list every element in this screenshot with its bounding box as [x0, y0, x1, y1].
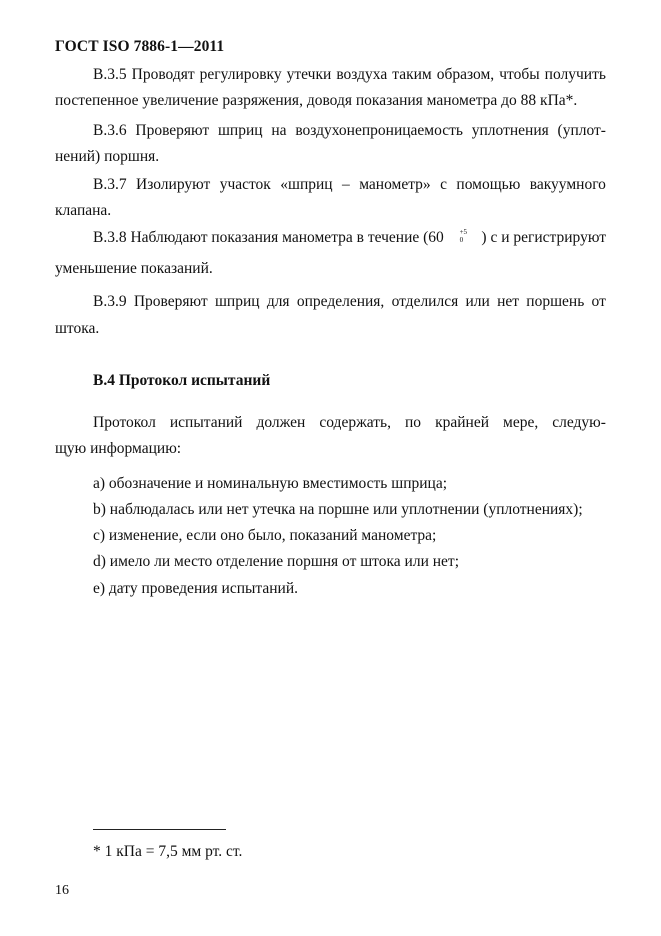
word: – [342, 176, 350, 193]
word: B.3.5 [93, 66, 127, 83]
paragraph-b36-text1 [93, 122, 606, 140]
word: по [405, 414, 422, 431]
list-item: d) имело ли место отделение поршня от штока или нет; [93, 553, 460, 570]
word: Проверяют [135, 122, 210, 139]
word: или [465, 293, 490, 310]
word: участок [219, 176, 271, 193]
footnote-separator [93, 829, 226, 830]
word: манометр» [359, 176, 431, 193]
paragraph-b36-line1 [93, 122, 606, 140]
protocol-intro-text1 [93, 414, 606, 432]
paragraph-b39-text1 [93, 293, 606, 311]
paragraph-b38-line1 [93, 229, 606, 247]
word: получить [544, 66, 606, 83]
word: нет [497, 293, 520, 310]
page-number: 16 [55, 883, 69, 898]
tolerance-mark [458, 229, 468, 243]
word: отделился [391, 293, 459, 310]
paragraph-b35-line1 [93, 66, 606, 84]
tolerance-lower: 0 [459, 236, 464, 244]
paragraph-b35-text1 [93, 66, 606, 84]
word: регулировку [199, 66, 282, 83]
word: Проверяют [133, 293, 208, 310]
paragraph-b37-line1 [93, 176, 606, 194]
paragraph-b39-line2: штока. [55, 320, 100, 337]
list-item: e) дату проведения испытаний. [93, 580, 299, 597]
word: помощью [456, 176, 521, 193]
word: от [591, 293, 606, 310]
paragraph-b35-line2: постепенное увеличение разряжения, доводя показания манометра до 88 кПа*. [55, 92, 578, 109]
word: таким [392, 66, 432, 83]
word: B.3.6 [93, 122, 127, 139]
word: мере, [503, 414, 539, 431]
paragraph-b36-line2: нений) поршня. [55, 148, 160, 165]
word: содержать, [319, 414, 391, 431]
tolerance-upper: +5 [459, 228, 468, 236]
word: воздухонепроницаемость [295, 122, 463, 139]
word: шприц [214, 293, 260, 310]
word: Протокол [93, 414, 156, 431]
word: (уплот- [557, 122, 606, 139]
word: Изолируют [136, 176, 211, 193]
word: определения, [296, 293, 385, 310]
word: с [440, 176, 447, 193]
word: следую- [552, 414, 606, 431]
protocol-intro-line1 [93, 414, 606, 432]
word: образом, [436, 66, 495, 83]
word: B.3.9 [93, 293, 127, 310]
word: для [266, 293, 290, 310]
word: воздуха [336, 66, 388, 83]
word: B.3.7 [93, 176, 127, 193]
list-item: b) наблюдалась или нет утечка на поршне или уплотнении (уплотнениях); [93, 501, 583, 518]
word: крайней [435, 414, 489, 431]
word: шприц [218, 122, 263, 139]
section-title: B.4 Протокол испытаний [93, 372, 271, 389]
paragraph-b39-line1 [93, 293, 606, 311]
document-header: ГОСТ ISO 7886-1—2011 [55, 38, 225, 55]
paragraph-b38-text1a: B.3.8 Наблюдают показания манометра в течение (60 [93, 229, 444, 246]
word: вакуумного [529, 176, 606, 193]
paragraph-b37-line2: клапана. [55, 202, 112, 219]
paragraph-b38-line2: уменьшение показаний. [55, 260, 213, 277]
word: утечки [286, 66, 332, 83]
word: Проводят [131, 66, 195, 83]
word: «шприц [280, 176, 333, 193]
paragraph-b37-text1 [93, 176, 606, 194]
paragraph-b38-text1b: ) с и регистрируют [481, 229, 606, 246]
list-item: c) изменение, если оно было, показаний манометра; [93, 527, 437, 544]
word: уплотнения [471, 122, 549, 139]
protocol-intro-line2: щую информацию: [55, 440, 182, 457]
word: поршень [526, 293, 585, 310]
footnote: * 1 кПа = 7,5 мм рт. ст. [93, 843, 243, 860]
word: на [271, 122, 287, 139]
word: испытаний [169, 414, 243, 431]
word: должен [256, 414, 306, 431]
list-item: a) обозначение и номинальную вместимость шприца; [93, 475, 448, 492]
word: чтобы [499, 66, 540, 83]
